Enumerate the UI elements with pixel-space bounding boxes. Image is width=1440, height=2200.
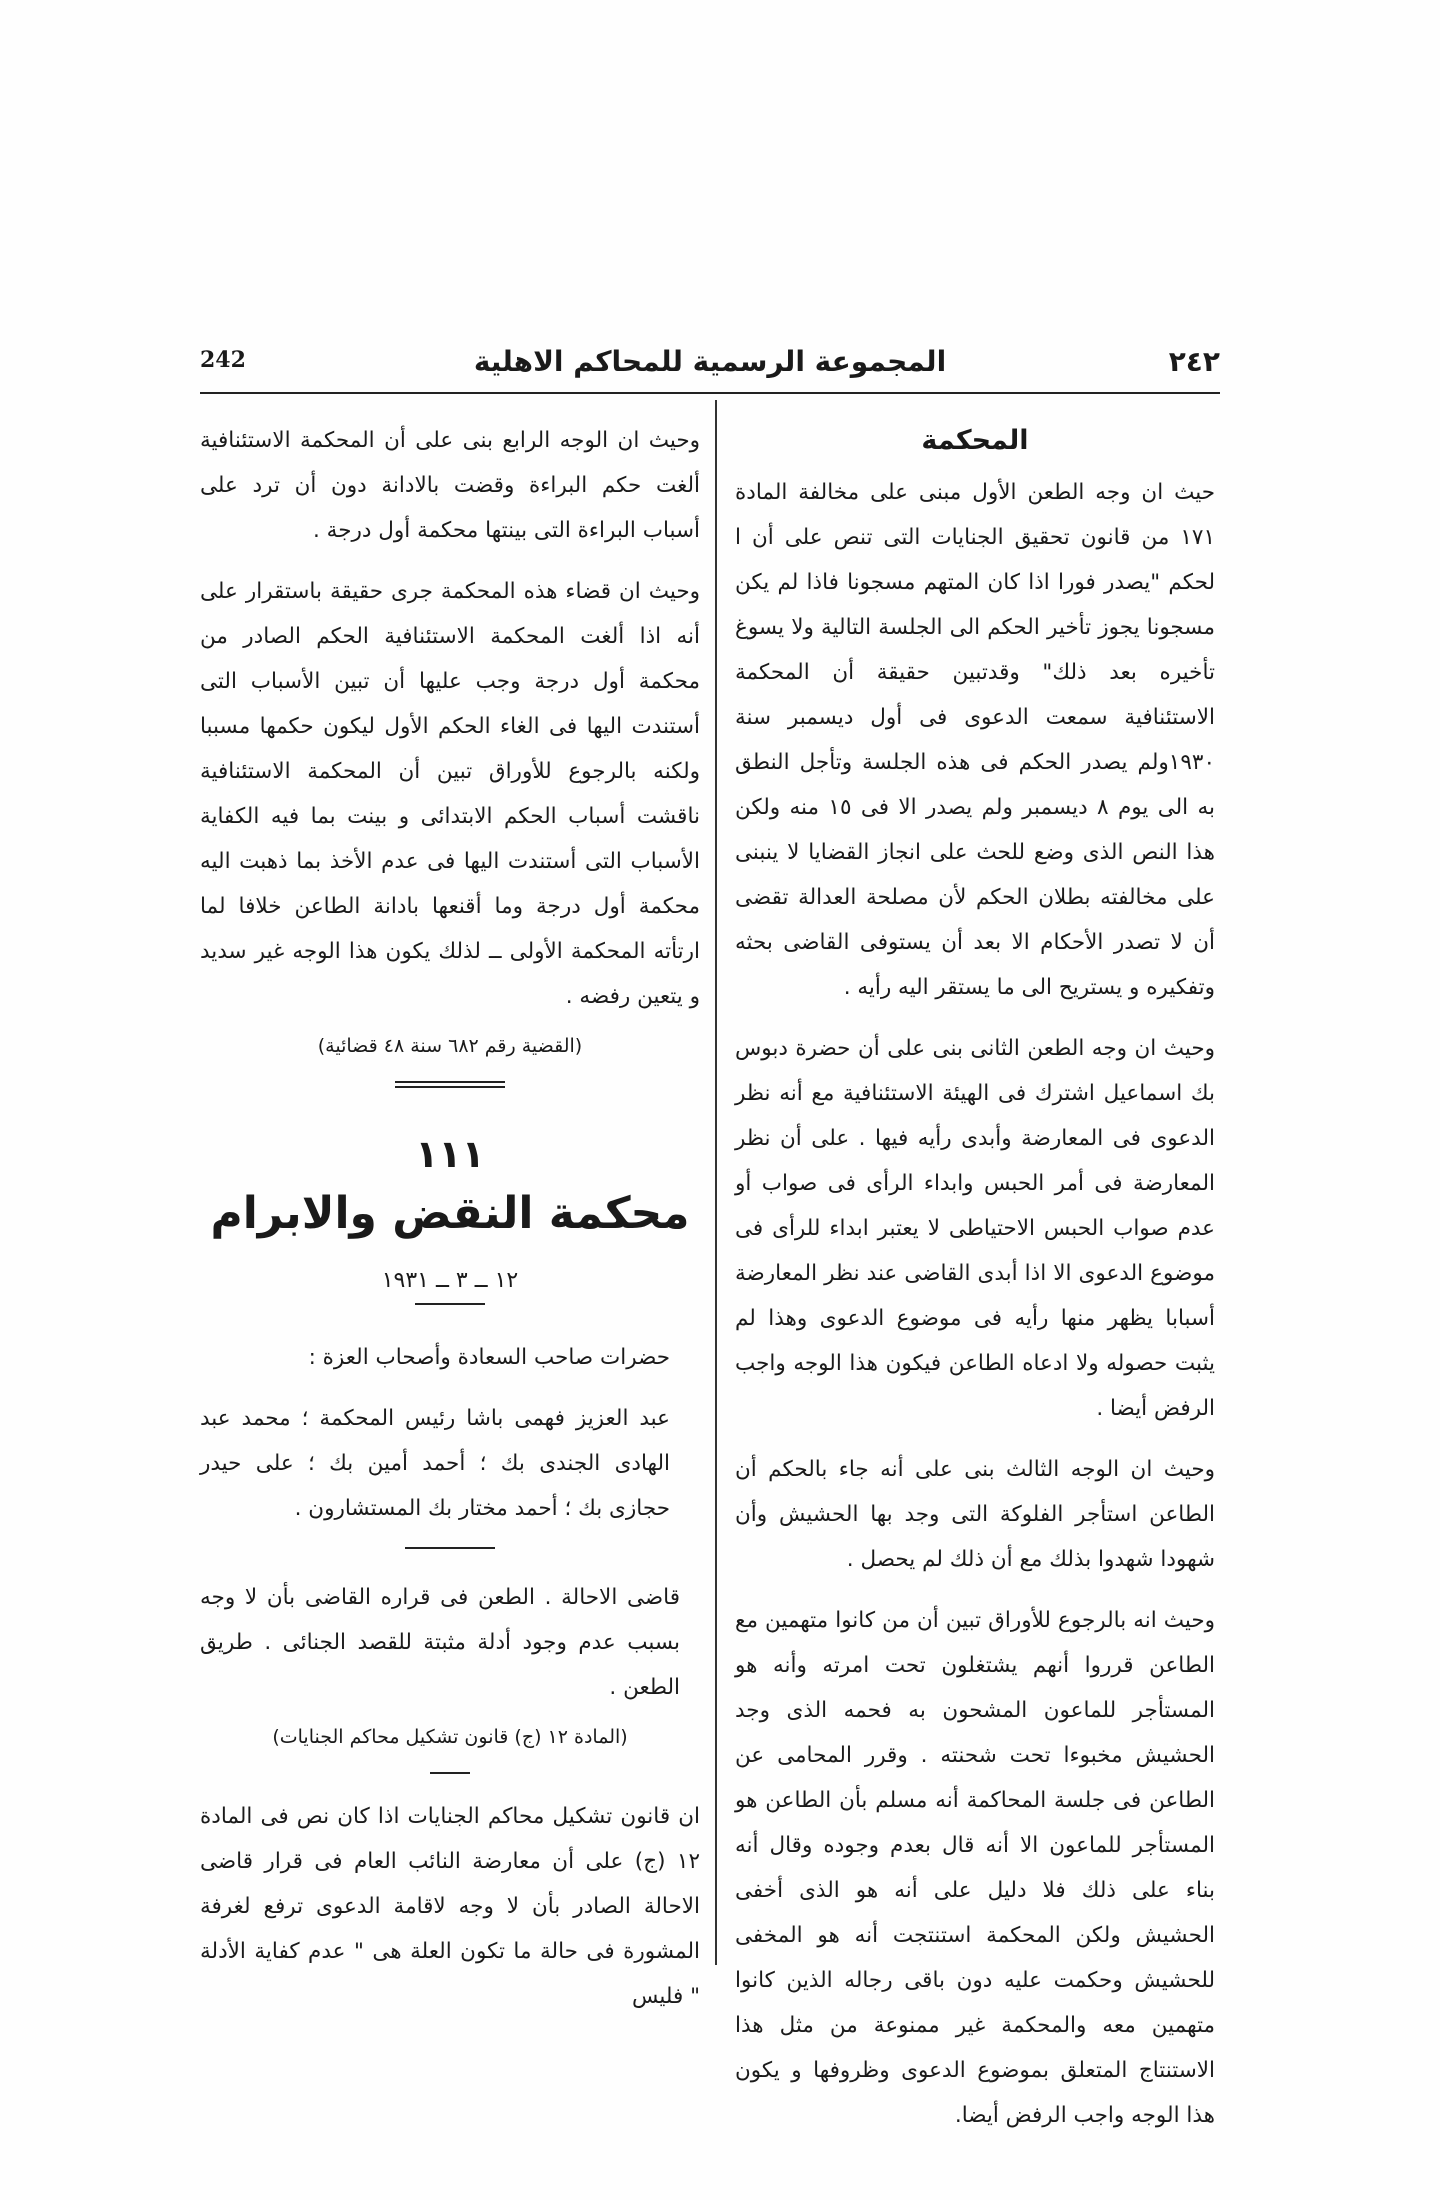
page-number-arabic: ٢٤٢: [1168, 345, 1220, 378]
running-title: المجموعة الرسمية للمحاكم الاهلية: [473, 345, 947, 378]
bench-label: حضرات صاحب السعادة وأصحاب العزة :: [308, 1345, 670, 1370]
case-citation: (القضية رقم ٦٨٢ سنة ٤٨ قضائية): [317, 1035, 583, 1057]
left-column: [200, 418, 700, 2035]
paragraph: وحيث ان الوجه الثالث بنى على أنه جاء بالحكم أن الطاعن استأجر الفلوكة التى وجد بها الحشيش وأن شهودا شهدوا بذلك مع أن ذلك لم يحصل .: [735, 1457, 1215, 1572]
page-header: [200, 345, 1220, 385]
court-name: محكمة النقض والابرام: [210, 1188, 690, 1239]
legal-principle: ان قانون تشكيل محاكم الجنايات اذا كان نص فى المادة ١٢ (ج) على أن معارضة النائب العام فى قرار قاضى الاحالة الصادر بأن لا وجه لاقامة الدعوى ترفع لغرفة المشورة فى حالة ما تكون العلة هى " عدم كفاية الأدلة " فليس: [200, 1804, 700, 2009]
page-number-latin: 242: [200, 347, 246, 373]
principle-rule: [430, 1772, 470, 1774]
paragraph: وحيث ان وجه الطعن الثانى بنى على أن حضرة دبوس بك اسماعيل اشترك فى الهيئة الاستئنافية مع أنه نظر الدعوى فى المعارضة وأبدى رأيه فيها . على أن نظر المعارضة فى أمر الحبس وابداء الرأى فى صواب أو عدم صواب الحبس الاحتياطى لا يعتبر ابداء للرأى فى موضوع الدعوى الا اذا أبدى القاضى عند نظر المعارضة أسبابا يظهر منها رأيه فى موضوع الدعوى وهذا لم يثبت حصوله ولا ادعاه الطاعن فيكون هذا الوجه واجب الرفض أيضا .: [735, 1036, 1215, 1421]
right-column: [735, 418, 1215, 2154]
paragraph: وحيث ان قضاء هذه المحكمة جرى حقيقة باستقرار على أنه اذا ألغت المحكمة الاستئنافية الحكم الصادر من محكمة أول درجة وجب عليها أن تبين الأسباب التى أستندت اليها فى الغاء الحكم الأول ليكون حكمها مسببا ولكنه بالرجوع للأوراق تبين أن المحكمة الاستئنافية ناقشت أسباب الحكم الابتدائى و بينت بما فيه الكفاية الأسباب التى أستندت اليها فى عدم الأخذ بما ذهبت اليه محكمة أول درجة وما أقنعها بادانة الطاعن خلافا لما ارتأته المحكمة الأولى ــ لذلك يكون هذا الوجه غير سديد و يتعين رفضه .: [200, 579, 700, 1009]
case-number: ١١١: [415, 1132, 485, 1176]
article-reference: (المادة ١٢ (ج) قانون تشكيل محاكم الجنايات): [272, 1726, 628, 1748]
paragraph: وحيث انه بالرجوع للأوراق تبين أن من كانوا متهمين مع الطاعن قرروا أنهم يشتغلون تحت امرته وأنه هو المستأجر للماعون المشحون به فحمه الذى وجد الحشيش مخبوءا تحت شحنته . وقرر المحامى عن الطاعن فى جلسة المحاكمة أنه مسلم بأن الطاعن هو المستأجر للماعون الا أنه قال بعدم وجوده وقال أنه بناء على ذلك فلا دليل على أنه هو الذى أخفى الحشيش ولكن المحكمة استنتجت أنه هو المخفى للحشيش وحكمت عليه دون باقى رجاله الذين كانوا متهمين معه والمحكمة غير ممنوعة من مثل هذا الاستنتاج المتعلق بموضوع الدعوى وظروفها و يكون هذا الوجه واجب الرفض أيضا.: [735, 1608, 1215, 2128]
date-rule: [415, 1303, 485, 1305]
judges-list: عبد العزيز فهمى باشا رئيس المحكمة ؛ محمد عبد الهادى الجندى بك ؛ أحمد أمين بك ؛ على حيدر حجازى بك ؛ أحمد مختار بك المستشارون .: [200, 1406, 670, 1521]
case-summary: قاضى الاحالة . الطعن فى قراره القاضى بأن لا وجه بسبب عدم وجود أدلة مثبتة للقصد الجنائى . طريق الطعن .: [200, 1585, 680, 1700]
section-heading: المحكمة: [921, 425, 1029, 456]
paragraph: حيث ان وجه الطعن الأول مبنى على مخالفة المادة ١٧١ من قانون تحقيق الجنايات التى تنص على أن ا لحكم "يصدر فورا اذا كان المتهم مسجونا فاذا لم يكن مسجونا يجوز تأخير الحكم الى الجلسة التالية ولا يسوغ تأخيره بعد ذلك" وقدتبين حقيقة أن المحكمة الاستئنافية سمعت الدعوى فى أول ديسمبر سنة ١٩٣٠ولم يصدر الحكم فى هذه الجلسة وتأجل النطق به الى يوم ٨ ديسمبر ولم يصدر الا فى ١٥ منه ولكن هذا النص الذى وضع للحث على انجاز القضايا لا ينبنى على مخالفته بطلان الحكم لأن مصلحة العدالة تقضى أن لا تصدر الأحكام الا بعد أن يستوفى القاضى بحثه وتفكيره و يستريح الى ما يستقر اليه رأيه .: [735, 480, 1215, 1000]
paragraph: وحيث ان الوجه الرابع بنى على أن المحكمة الاستئنافية ألغت حكم البراءة وقضت بالادانة دون أن ترد على أسباب البراءة التى بينتها محكمة أول درجة .: [200, 428, 700, 543]
section-separator: [395, 1081, 505, 1088]
header-rule: [200, 392, 1220, 394]
column-divider: [715, 400, 717, 1965]
judgment-date: ١٢ ــ ٣ ــ ١٩٣١: [381, 1268, 519, 1293]
judges-rule: [405, 1547, 495, 1549]
